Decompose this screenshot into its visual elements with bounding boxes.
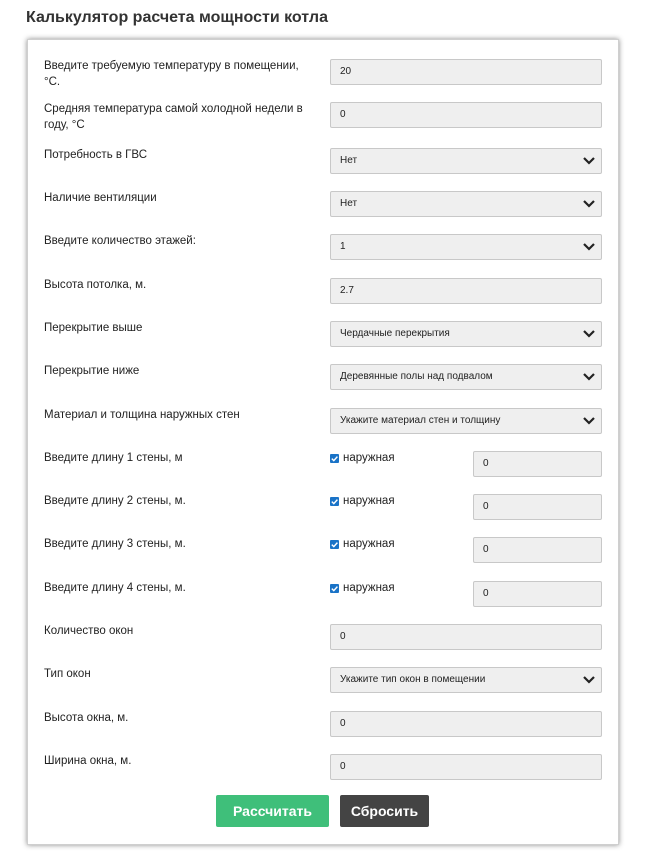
ceiling-above-select[interactable] bbox=[330, 321, 602, 347]
floors-select-value: 1 bbox=[340, 241, 346, 252]
chevron-down-icon bbox=[583, 675, 595, 685]
reset-button[interactable]: Сбросить bbox=[340, 795, 429, 827]
chevron-down-icon bbox=[583, 372, 595, 382]
wall-material-label: Материал и толщина наружных стен bbox=[44, 409, 240, 421]
calculator-form bbox=[27, 39, 619, 845]
wall-1-external-checkbox[interactable] bbox=[330, 450, 395, 466]
checkbox-checked-icon[interactable] bbox=[330, 540, 339, 549]
window-width-input[interactable]: 0 bbox=[330, 754, 602, 780]
window-type-select-value: Укажите тип окон в помещении bbox=[340, 674, 486, 685]
wall-2-external-label: наружная bbox=[343, 495, 395, 507]
cold-week-temp-label: Средняя температура самой холодной недели в году, °С bbox=[44, 103, 303, 131]
wall-1-external-label: наружная bbox=[343, 452, 395, 464]
ventilation-select-value: Нет bbox=[340, 198, 358, 209]
wall-4-external-label: наружная bbox=[343, 582, 395, 594]
ventilation-label: Наличие вентиляции bbox=[44, 192, 157, 204]
chevron-down-icon bbox=[583, 199, 595, 209]
floor-below-select[interactable] bbox=[330, 364, 602, 390]
chevron-down-icon bbox=[583, 242, 595, 252]
floor-below-label: Перекрытие ниже bbox=[44, 365, 140, 377]
wall-2-length-input[interactable]: 0 bbox=[473, 494, 602, 520]
window-height-label: Высота окна, м. bbox=[44, 712, 129, 724]
checkbox-checked-icon[interactable] bbox=[330, 584, 339, 593]
wall-3-length-input[interactable]: 0 bbox=[473, 537, 602, 563]
wall-material-select[interactable] bbox=[330, 408, 602, 434]
checkbox-checked-icon[interactable] bbox=[330, 497, 339, 506]
ventilation-select[interactable] bbox=[330, 191, 602, 217]
chevron-down-icon bbox=[583, 329, 595, 339]
wall-3-external-label: наружная bbox=[343, 538, 395, 550]
chevron-down-icon bbox=[583, 416, 595, 426]
wall-material-select-value: Укажите материал стен и толщину bbox=[340, 415, 501, 426]
wall-4-external-checkbox[interactable] bbox=[330, 580, 395, 596]
page-title: Калькулятор расчета мощности котла bbox=[26, 9, 328, 26]
ceiling-above-select-value: Чердачные перекрытия bbox=[340, 328, 450, 339]
cold-week-temp-input[interactable]: 0 bbox=[330, 102, 602, 128]
ceiling-height-label: Высота потолка, м. bbox=[44, 279, 147, 291]
wall-1-label: Введите длину 1 стены, м bbox=[44, 452, 183, 464]
ceiling-height-input[interactable]: 2.7 bbox=[330, 278, 602, 304]
wall-1-length-input[interactable]: 0 bbox=[473, 451, 602, 477]
window-type-select[interactable] bbox=[330, 667, 602, 693]
checkbox-checked-icon[interactable] bbox=[330, 454, 339, 463]
window-count-input[interactable]: 0 bbox=[330, 624, 602, 650]
wall-2-label: Введите длину 2 стены, м. bbox=[44, 495, 186, 507]
wall-3-external-checkbox[interactable] bbox=[330, 536, 395, 552]
calculate-button[interactable]: Рассчитать bbox=[216, 795, 329, 827]
dhw-label: Потребность в ГВС bbox=[44, 149, 148, 161]
floors-select[interactable] bbox=[330, 234, 602, 260]
window-count-label: Количество окон bbox=[44, 625, 134, 637]
ceiling-above-label: Перекрытие выше bbox=[44, 322, 143, 334]
room-temp-input[interactable]: 20 bbox=[330, 59, 602, 85]
wall-2-external-checkbox[interactable] bbox=[330, 493, 395, 509]
chevron-down-icon bbox=[583, 156, 595, 166]
room-temp-label: Введите требуемую температуру в помещении, °С. bbox=[44, 60, 299, 88]
wall-4-label: Введите длину 4 стены, м. bbox=[44, 582, 186, 594]
window-height-input[interactable]: 0 bbox=[330, 711, 602, 737]
window-width-label: Ширина окна, м. bbox=[44, 755, 132, 767]
dhw-select[interactable] bbox=[330, 148, 602, 174]
wall-4-length-input[interactable]: 0 bbox=[473, 581, 602, 607]
floors-label: Введите количество этажей: bbox=[44, 235, 196, 247]
wall-3-label: Введите длину 3 стены, м. bbox=[44, 538, 186, 550]
dhw-select-value: Нет bbox=[340, 155, 358, 166]
window-type-label: Тип окон bbox=[44, 668, 91, 680]
floor-below-select-value: Деревянные полы над подвалом bbox=[340, 371, 493, 382]
